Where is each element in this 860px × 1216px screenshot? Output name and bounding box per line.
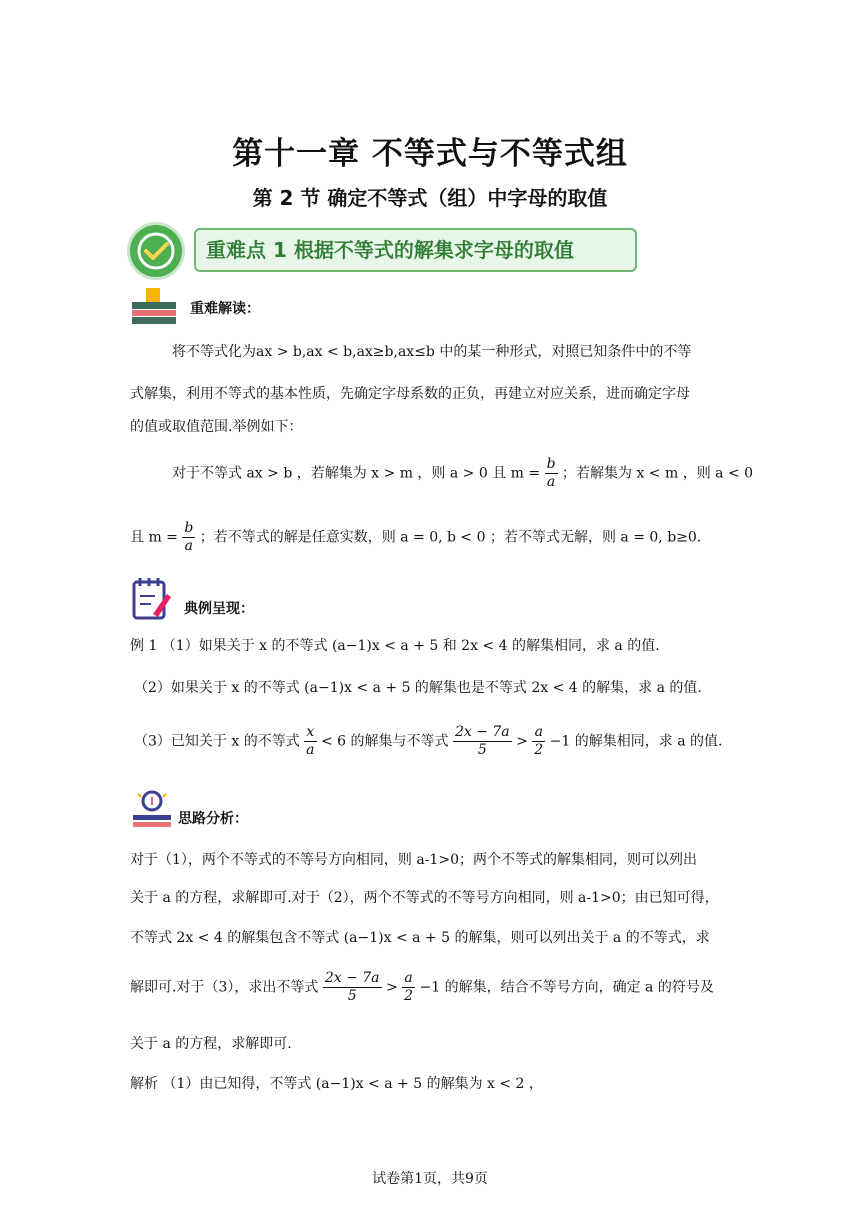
examples-heading: 典例呈现： <box>184 601 254 617</box>
reading-line-4-end: ；若解集为 x < m ，则 a < 0 <box>562 465 754 482</box>
analysis-line-2: 关于 a 的方程，求解即可.对于（2），两个不等式的不等号方向相同，则 a-1>0；由已知可得， <box>130 890 719 906</box>
example-question-3 <box>134 724 722 759</box>
reading-heading: 重难解读： <box>190 301 260 317</box>
reading-line-5-end: ；若不等式的解是任意实数，则 a = 0, b < 0 ；若不等式无解，则 a = 0, b≥0. <box>199 529 702 546</box>
solution-line-1: 解析 （1）由已知得，不等式 (a−1)x < a + 5 的解集为 x < 2 ， <box>130 1076 543 1092</box>
page-footer: 试卷第1页，共9页 <box>372 1171 488 1187</box>
fraction-numerator: a <box>402 970 415 988</box>
q3-start: （3）已知关于 x 的不等式 <box>134 733 300 750</box>
fraction-denominator: a <box>546 474 556 490</box>
fraction-numerator: b <box>546 456 556 472</box>
fraction-denominator: 5 <box>477 742 487 758</box>
example-question-2: （2）如果关于 x 的不等式 (a−1)x < a + 5 的解集也是不等式 2x < 4 的解集，求 a 的值. <box>134 680 702 696</box>
example-question-1: 例 1 （1）如果关于 x 的不等式 (a−1)x < a + 5 和 2x < 4 的解集相同，求 a 的值. <box>130 638 660 654</box>
fraction-b-over-a <box>545 456 558 491</box>
fraction-numerator: 2x − 7a <box>324 970 380 986</box>
reading-line-2: 式解集，利用不等式的基本性质，先确定字母系数的正负，再建立对应关系，进而确定字母 <box>130 386 690 402</box>
reading-line-3: 的值或取值范围.举例如下： <box>130 419 303 435</box>
fraction-numerator: x <box>304 724 316 742</box>
fraction-numerator: b <box>184 520 194 536</box>
analysis-line-4 <box>130 970 714 1005</box>
analysis-line-1: 对于（1），两个不等式的不等号方向相同，则 a-1>0；两个不等式的解集相同，则可以列出 <box>130 852 697 868</box>
fraction-denominator: 2 <box>534 742 544 758</box>
fraction-denominator: a <box>184 538 194 554</box>
analysis-heading: 思路分析： <box>178 811 248 827</box>
fraction-numerator: a <box>532 724 545 742</box>
q3-middle: < 6 的解集与不等式 <box>320 733 449 750</box>
reading-line-4-start: 对于不等式 ax > b ，若解集为 x > m ，则 a > 0 且 m = <box>172 465 541 482</box>
analysis-line-4-start: 解即可.对于（3），求出不等式 <box>130 979 319 996</box>
books-icon <box>130 286 178 330</box>
fraction-a-over-2 <box>402 970 415 1005</box>
analysis-line-4-gt: > <box>385 979 398 996</box>
fraction-a-over-2 <box>532 724 545 759</box>
reading-line-5-start: 且 m = <box>130 529 178 546</box>
check-badge-icon <box>130 225 182 277</box>
fraction-denominator: 5 <box>347 988 357 1004</box>
notebook-pen-icon <box>131 576 173 626</box>
topic-badge: 重难点 1 根据不等式的解集求字母的取值 <box>194 228 637 272</box>
q3-end: −1 的解集相同，求 a 的值. <box>549 733 723 750</box>
analysis-line-5: 关于 a 的方程，求解即可. <box>130 1036 292 1052</box>
lightbulb-book-icon <box>130 788 174 834</box>
fraction-denominator: 2 <box>404 988 414 1004</box>
fraction-2x-7a-over-5 <box>453 724 512 759</box>
fraction-x-over-a <box>304 724 316 759</box>
q3-gt: > <box>516 733 528 750</box>
analysis-line-4-end: −1 的解集，结合不等号方向，确定 a 的符号及 <box>419 979 714 996</box>
analysis-line-3: 不等式 2x < 4 的解集包含不等式 (a−1)x < a + 5 的解集，则可以列出关于 a 的不等式，求 <box>130 930 710 946</box>
reading-line-1: 将不等式化为ax > b,ax < b,ax≥b,ax≤b 中的某一种形式，对照已知条件中的不等 <box>172 344 692 360</box>
section-title: 第 2 节 确定不等式（组）中字母的取值 <box>252 186 608 210</box>
fraction-numerator: 2x − 7a <box>454 724 510 740</box>
reading-line-4 <box>172 456 753 491</box>
chapter-title: 第十一章 不等式与不等式组 <box>232 136 628 172</box>
reading-line-5 <box>130 520 701 555</box>
fraction-2x-7a-over-5 <box>323 970 382 1005</box>
fraction-b-over-a <box>182 520 195 555</box>
fraction-denominator: a <box>306 742 315 758</box>
